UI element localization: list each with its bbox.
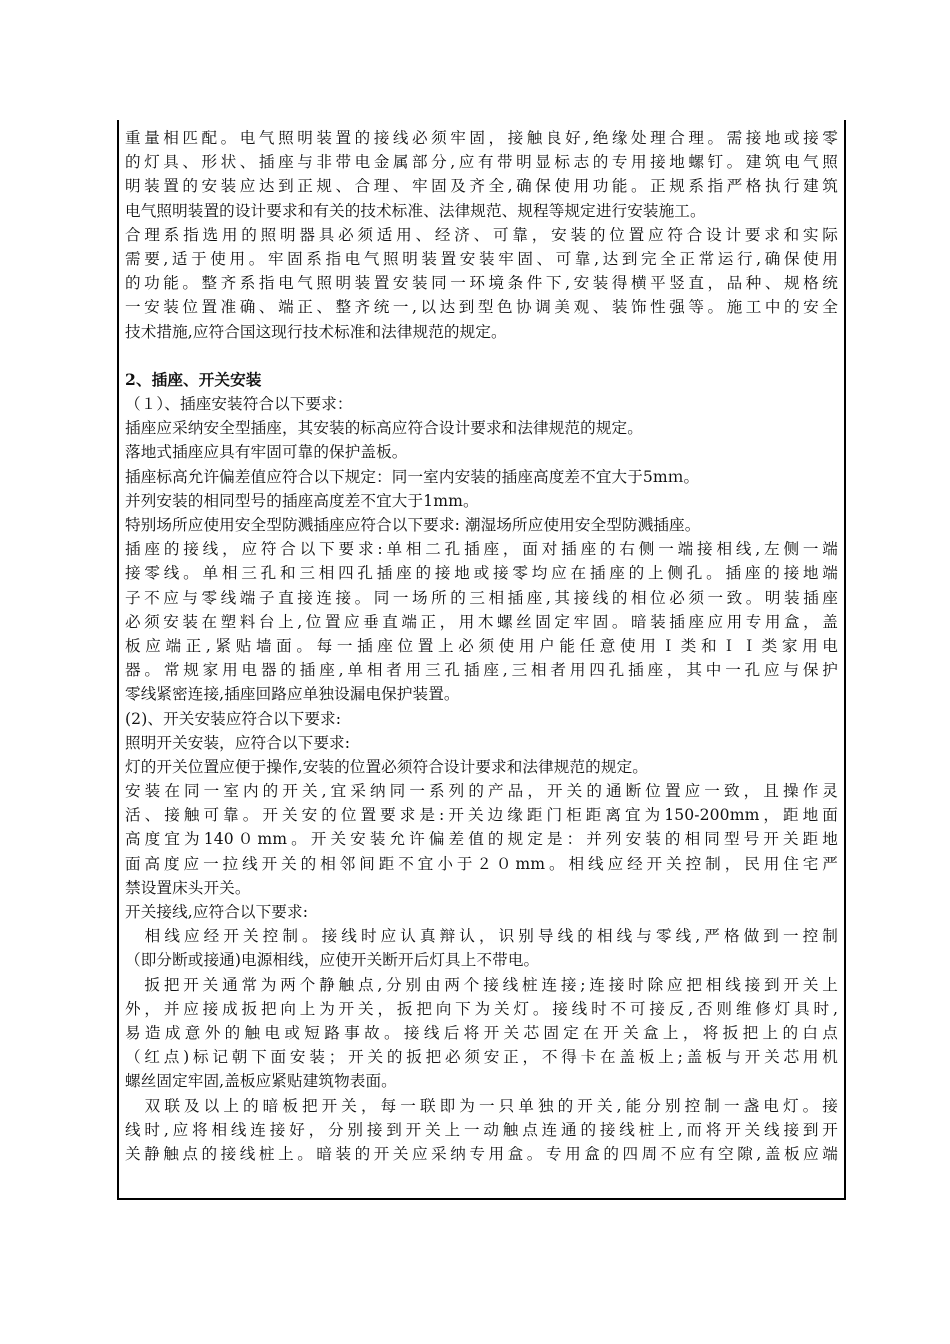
text-line: 禁设置床头开关。 bbox=[125, 878, 251, 897]
text-line: 并列安装的相同型号的插座高度差不宜大于1mm。 bbox=[125, 491, 479, 510]
section-heading: 2、插座、开关安装 bbox=[125, 369, 262, 389]
text-line: 一安装位置准确、端正、整齐统一,以达到型色协调美观、装饰性强等。施工中的安全 bbox=[125, 298, 838, 317]
document-table-cell bbox=[117, 120, 846, 1200]
text-line: 安装在同一室内的开关,宜采纳同一系列的产品，开关的通断位置应一致，且操作灵 bbox=[125, 782, 838, 801]
text-line: 照明开关安装，应符合以下要求: bbox=[125, 733, 351, 752]
text-line: 关静触点的接线桩上。暗装的开关应采纳专用盒。专用盒的四周不应有空隙,盖板应端 bbox=[125, 1144, 838, 1163]
text-line: 重量相匹配。电气照明装置的接线必须牢固，接触良好,绝缘处理合理。需接地或接零 bbox=[125, 129, 838, 147]
blank-line bbox=[125, 344, 838, 368]
text-line: （１）、插座安装符合以下要求： bbox=[125, 395, 353, 414]
text-line: 线时,应将相线连接好，分别接到开关上一动触点连通的接线桩上,而将开关线接到开 bbox=[125, 1120, 838, 1139]
text-line: 接零线。单相三孔和三相四孔插座的接地或接零均应在插座的上侧孔。插座的接地端 bbox=[125, 564, 838, 583]
text-line: 易造成意外的触电或短路事故。接线后将开关芯固定在开关盒上，将扳把上的白点 bbox=[125, 1023, 838, 1042]
text-line: 器。常规家用电器的插座,单相者用三孔插座,三相者用四孔插座，其中一孔应与保护 bbox=[125, 661, 838, 680]
text-line: (2)、开关安装应符合以下要求: bbox=[125, 709, 342, 728]
text-line: 开关接线,应符合以下要求: bbox=[125, 903, 309, 921]
text-line: 落地式插座应具有牢固可靠的保护盖板。 bbox=[125, 443, 408, 462]
text-line: （即分断或接通)电源相线，应使开关断开后灯具上不带电。 bbox=[125, 951, 540, 970]
text-line: 双联及以上的暗板把开关，每一联即为一只单独的开关,能分别控制一盏电灯。接 bbox=[125, 1096, 838, 1115]
document-body bbox=[125, 126, 838, 1166]
text-line: 的灯具、形状、插座与非带电金属部分,应有带明显标志的专用接地螺钉。建筑电气照 bbox=[125, 153, 838, 172]
text-line: 外，并应接成扳把向上为开关，扳把向下为关灯。接线时不可接反,否则维修灯具时, bbox=[125, 999, 838, 1018]
text-line: 板应端正,紧贴墙面。每一插座位置上必须使用户能任意使用Ｉ类和ＩＩ类家用电 bbox=[125, 636, 838, 655]
text-line: 插座标高允许偏差值应符合以下规定：同一室内安装的插座高度差不宜大于5mｍ。 bbox=[125, 467, 700, 486]
text-line: 需要,适于使用。牢固系指电气照明装置安装牢固、可靠,达到完全正常运行,确保使用 bbox=[125, 249, 838, 268]
text-line: 插座的接线，应符合以下要求:单相二孔插座，面对插座的右侧一端接相线,左侧一端 bbox=[125, 540, 838, 559]
text-line: 活、接触可靠。开关安的位置要求是:开关边缘距门柜距离宜为150-200mm，距地面 bbox=[125, 806, 838, 825]
text-line: 螺丝固定牢固,盖板应紧贴建筑物表面。 bbox=[125, 1072, 397, 1091]
text-line: 合理系指选用的照明器具必须适用、经济、可靠，安装的位置应符合设计要求和实际 bbox=[125, 225, 838, 244]
text-line: 零线紧密连接,插座回路应单独设漏电保护装置。 bbox=[125, 685, 460, 704]
text-line: 电气照明装置的设计要求和有关的技术标准、法律规范、规程等规定进行安装施工。 bbox=[125, 201, 706, 220]
text-line: 扳把开关通常为两个静触点,分别由两个接线桩连接;连接时除应把相线接到开关上 bbox=[125, 975, 838, 994]
text-line: 技术措施,应符合国这现行技术标准和法律规范的规定。 bbox=[125, 322, 507, 341]
text-line: 特别场所应使用安全型防溅插座应符合以下要求: 潮湿场所应使用安全型防溅插座。 bbox=[125, 516, 701, 534]
text-line: 的功能。整齐系指电气照明装置安装同一环境条件下,安装得横平竖直，品种、规格统 bbox=[125, 274, 838, 293]
text-line: 插座应采纳安全型插座，其安装的标高应符合设计要求和法律规范的规定。 bbox=[125, 419, 643, 438]
text-line: 高度宜为140０mm。开关安装允许偏差值的规定是：并列安装的相同型号开关距地 bbox=[125, 830, 838, 849]
text-line: 相线应经开关控制。接线时应认真辩认，识别导线的相线与零线,严格做到一控制 bbox=[125, 927, 838, 946]
text-line: 灯的开关位置应便于操作,安装的位置必须符合设计要求和法律规范的规定。 bbox=[125, 757, 648, 776]
text-line: 明装置的安装应达到正规、合理、牢固及齐全,确保使用功能。正规系指严格执行建筑 bbox=[125, 177, 838, 196]
text-line: 必须安装在塑料台上,位置应垂直端正，用木螺丝固定牢固。暗装插座应用专用盒，盖 bbox=[125, 612, 838, 631]
text-line: （红点)标记朝下面安装；开关的扳把必须安正，不得卡在盖板上;盖板与开关芯用机 bbox=[125, 1048, 838, 1067]
text-line: 子不应与零线端子直接连接。同一场所的三相插座,其接线的相位必须一致。明装插座 bbox=[125, 588, 838, 607]
text-line: 面高度应一拉线开关的相邻间距不宜小于２０mm。相线应经开关控制，民用住宅严 bbox=[125, 854, 838, 873]
